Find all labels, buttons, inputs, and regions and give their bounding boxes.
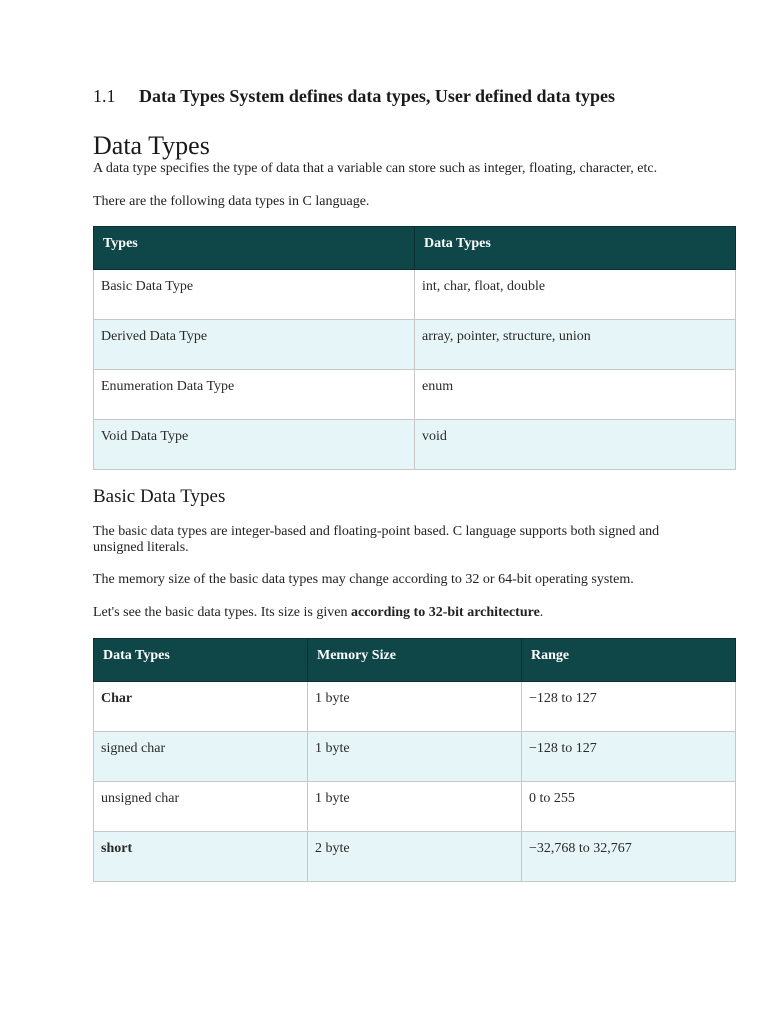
table-header-cell: Range bbox=[522, 639, 736, 682]
table-row bbox=[94, 420, 736, 470]
table-cell: Void Data Type bbox=[94, 420, 415, 470]
data-types-table bbox=[93, 226, 736, 470]
data-types-intro: A data type specifies the type of data that a variable can store such as integer, floating, character, etc. bbox=[93, 161, 658, 176]
document-page bbox=[93, 86, 736, 882]
table-row bbox=[94, 370, 736, 420]
para3-prefix: Let's see the basic data types. Its size is given bbox=[93, 605, 351, 620]
table-cell: 1 byte bbox=[308, 732, 522, 782]
table-cell: int, char, float, double bbox=[415, 270, 736, 320]
para3-suffix: . bbox=[539, 605, 544, 620]
table-cell: signed char bbox=[94, 732, 308, 782]
section-heading bbox=[93, 86, 736, 107]
table-cell: array, pointer, structure, union bbox=[415, 320, 736, 370]
table-cell: −128 to 127 bbox=[522, 682, 736, 732]
table-cell: Basic Data Type bbox=[94, 270, 415, 320]
table-header-cell: Types bbox=[94, 227, 415, 270]
table-row bbox=[94, 782, 736, 832]
basic-data-types-table bbox=[93, 638, 736, 882]
table-row bbox=[94, 682, 736, 732]
table-cell: 0 to 255 bbox=[522, 782, 736, 832]
table-cell: −32,768 to 32,767 bbox=[522, 832, 736, 882]
basic-data-types-para1: The basic data types are integer-based and floating-point based. C language supports both signed and unsigned literals. bbox=[93, 524, 660, 555]
basic-data-types-para2: The memory size of the basic data types may change according to 32 or 64-bit operating system. bbox=[93, 572, 634, 587]
table-cell: enum bbox=[415, 370, 736, 420]
basic-data-types-heading: Basic Data Types bbox=[93, 486, 226, 507]
table-header-row bbox=[94, 639, 736, 682]
table-cell: 2 byte bbox=[308, 832, 522, 882]
section-title: Data Types System defines data types, User defined data types bbox=[139, 86, 616, 106]
table-row bbox=[94, 832, 736, 882]
table-cell: 1 byte bbox=[308, 782, 522, 832]
basic-data-types-para3 bbox=[93, 605, 683, 621]
table-cell: Derived Data Type bbox=[94, 320, 415, 370]
table-cell: Char bbox=[94, 682, 308, 732]
table-cell: void bbox=[415, 420, 736, 470]
table-cell: −128 to 127 bbox=[522, 732, 736, 782]
table-header-cell: Data Types bbox=[94, 639, 308, 682]
table-row bbox=[94, 270, 736, 320]
section-number: 1.1 bbox=[93, 86, 116, 106]
table-row bbox=[94, 732, 736, 782]
table-cell: short bbox=[94, 832, 308, 882]
data-types-lead: There are the following data types in C language. bbox=[93, 194, 370, 209]
para3-bold: according to 32-bit architecture bbox=[350, 605, 540, 620]
table-cell: Enumeration Data Type bbox=[94, 370, 415, 420]
table-cell: unsigned char bbox=[94, 782, 308, 832]
table-header-cell: Memory Size bbox=[308, 639, 522, 682]
data-types-heading: Data Types bbox=[93, 131, 210, 160]
table-header-cell: Data Types bbox=[415, 227, 736, 270]
table-row bbox=[94, 320, 736, 370]
table-cell: 1 byte bbox=[308, 682, 522, 732]
table-header-row bbox=[94, 227, 736, 270]
